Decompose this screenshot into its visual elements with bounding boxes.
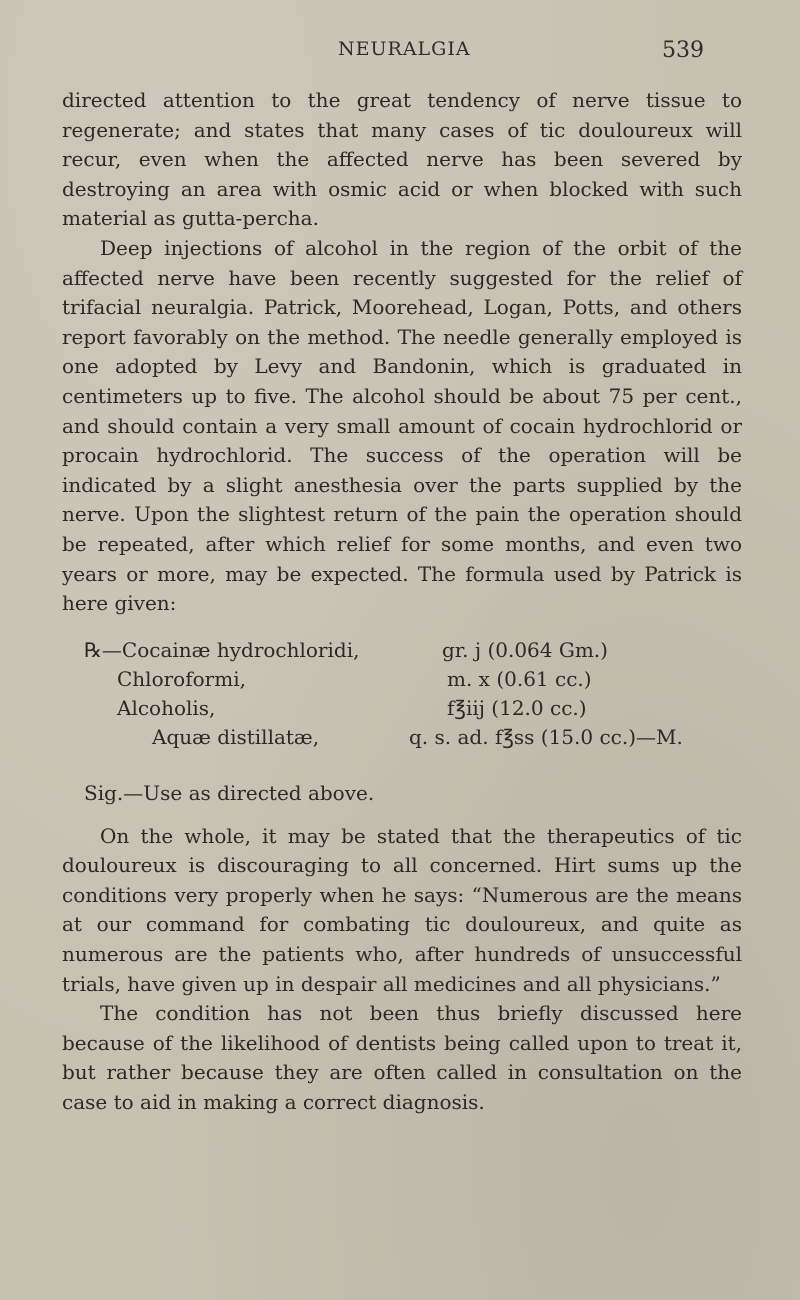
rx-amount: f℥iij (12.0 cc.)	[447, 695, 587, 720]
prescription-row	[62, 723, 742, 753]
paragraph-continued: directed attention to the great tendency of nerve tissue to regenerate; and states that many cases of tic douloureux will recur, even when the affected nerve has been severed by destroying an area with osmic acid or when blocked with such material as gutta-percha.	[62, 88, 742, 231]
rx-ingredient: Chloroformi,	[117, 666, 246, 691]
rx-ingredient: Alcoholis,	[117, 695, 216, 720]
rx-ingredient: ℞—Cocainæ hydrochloridi,	[84, 637, 360, 662]
running-title: NEURALGIA	[338, 38, 471, 60]
paragraph-condition: The condition has not been thus briefly discussed here because of the likelihood of dentists being called upon to treat it, but rather because they are often called in consultation on the case to aid in making a correct diagnosis.	[62, 1001, 742, 1115]
page-number: 539	[662, 38, 704, 63]
paragraph-alcohol-injections: Deep injections of alcohol in the region of the orbit of the affected nerve have been recently suggested for the relief of trifacial neuralgia. Patrick, Moorehead, Logan, Potts, and others report favorably on the method. The needle generally employed is one adopted by Levy and Bandonin, which is graduated in centimeters up to five. The alcohol should be about 75 per cent., and should contain a very small amount of cocain hydrochlorid or procain hydrochlorid. The success of the operation will be indicated by a slight anesthesia over the parts supplied by the nerve. Upon the slightest return of the pain the operation should be repeated, after which relief for some months, and even two years or more, may be expected. The formula used by Patrick is here given:	[62, 235, 742, 616]
prescription-formula	[62, 636, 742, 814]
prescription-sig: Sig.—Use as directed above.	[84, 780, 375, 805]
rx-amount: m. x (0.61 cc.)	[447, 666, 592, 691]
paragraph-therapeutics: On the whole, it may be stated that the therapeutics of tic douloureux is discouraging to all concerned. Hirt sums up the conditions very properly when he says: “Numerous are the means at our command for combating tic douloureux, and quite as numerous are the patients who, after hundreds of unsuccessful trials, have given up in despair all medicines and all physicians.”	[62, 823, 742, 996]
prescription-row	[62, 694, 742, 724]
rx-amount: gr. j (0.064 Gm.)	[442, 637, 608, 662]
body-text	[62, 86, 742, 1118]
rx-amount: q. s. ad. f℥ss (15.0 cc.)—M.	[409, 724, 683, 749]
prescription-row	[62, 665, 742, 695]
rx-ingredient: Aquæ distillatæ,	[152, 724, 320, 749]
running-head	[0, 38, 800, 68]
section-spacer	[62, 814, 742, 822]
prescription-row	[62, 636, 742, 666]
